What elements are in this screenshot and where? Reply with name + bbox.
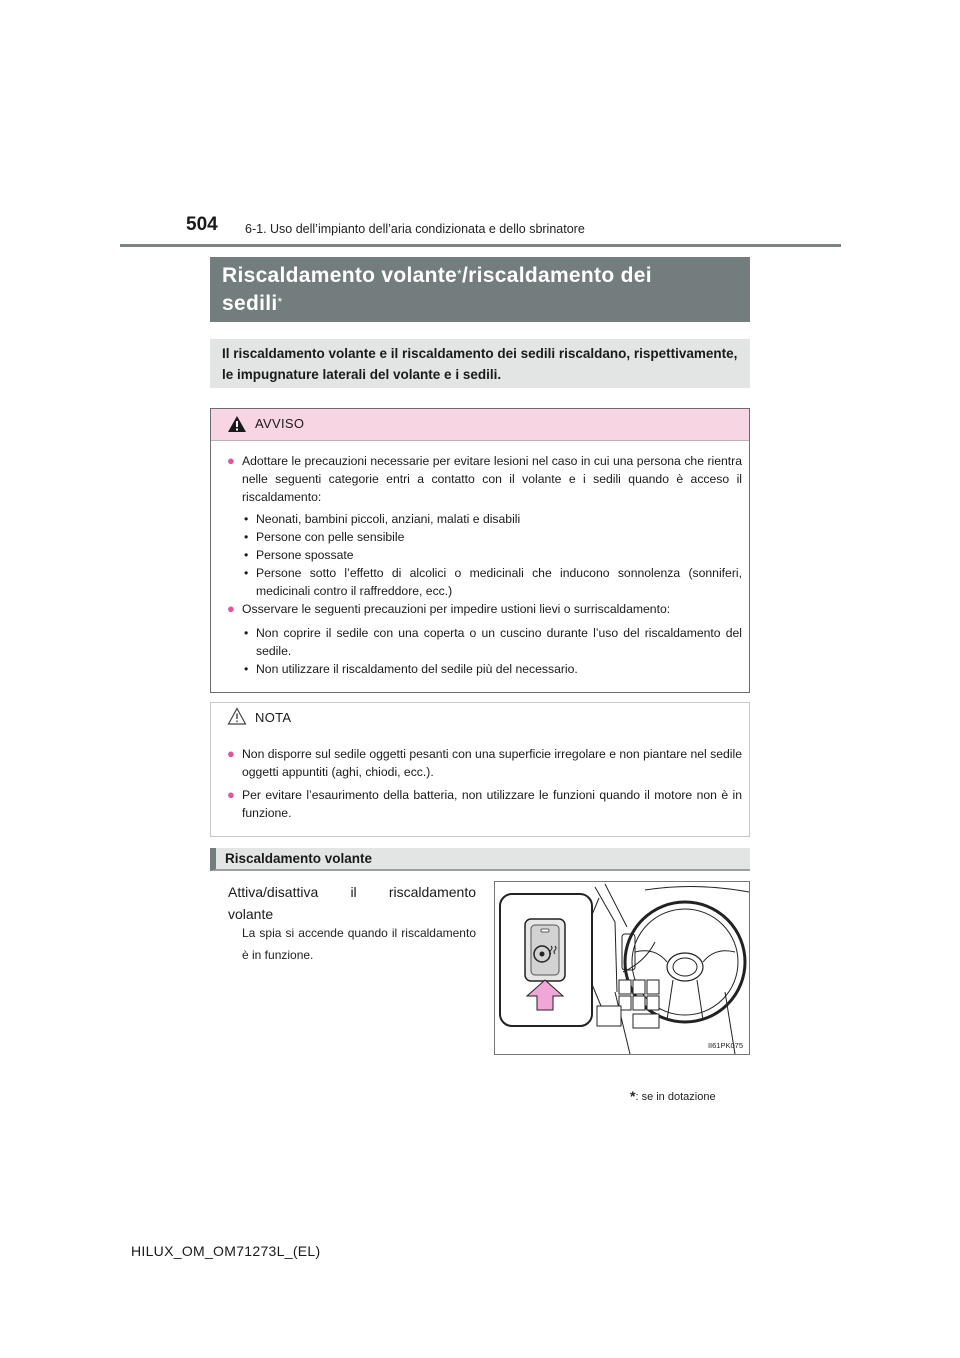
intro-box: [210, 339, 750, 388]
warning-sub-1: • Neonati, bambini piccoli, anziani, malati e disabili: [244, 512, 521, 526]
bullet-dot-icon: ●: [227, 601, 235, 616]
warning-sub-2: • Persone con pelle sensibile: [244, 530, 405, 544]
page-title: [222, 262, 740, 318]
title-part-1: Riscaldamento volante: [222, 264, 458, 287]
footnote-asterisk: *: [630, 1088, 636, 1104]
subsection-heading: [210, 848, 750, 871]
footnote-text: : se in dotazione: [635, 1091, 716, 1103]
caution-triangle-icon: [227, 707, 247, 725]
warning-sub-3: • Persone spossate: [244, 548, 354, 562]
step-title: Attiva/disattiva il riscaldamento volante: [228, 884, 476, 922]
heated-steering-switch-icon[interactable]: [525, 919, 565, 981]
footnote: [630, 1088, 716, 1104]
steering-heater-figure: [494, 881, 750, 1055]
bullet-dot-icon: ●: [227, 453, 235, 468]
note-bullet-2: [227, 786, 742, 822]
note-label: NOTA: [255, 710, 292, 725]
warning-sub-6: • Non utilizzare il riscaldamento del sedile più del necessario.: [244, 662, 578, 676]
page-number: 504: [186, 214, 218, 235]
bullet-dot-icon: ●: [227, 746, 235, 761]
note-bullet-1: [227, 745, 742, 781]
subsection-title: Riscaldamento volante: [225, 851, 373, 866]
switch-panel: [597, 980, 659, 1028]
warning-bullet-1: [227, 452, 742, 506]
warning-box: [210, 408, 750, 693]
title-box: [210, 257, 750, 322]
warning-header: [211, 409, 749, 441]
warning-sub-5: • Non coprire il sedile con una coperta o un cuscino durante l’uso del riscaldamento del sedile.: [244, 626, 742, 658]
title-part-3: sedili: [222, 292, 278, 315]
warning-bullet-2: [227, 600, 742, 618]
intro-text: Il riscaldamento volante e il riscaldamento dei sedili riscaldano, rispettivamente, le impugnature laterali del volante e i sedili.: [222, 346, 738, 382]
warning-bullet-1-text: Adottare le precauzioni necessarie per evitare lesioni nel caso in cui una persona che rientra nelle seguenti categorie entri a contatto con il volante e i sedili quando è acceso il riscaldamento:: [242, 454, 742, 504]
header-rule: [120, 244, 841, 247]
warning-bullet-2-text: Osservare le seguenti precauzioni per impedire ustioni lievi o surriscaldamento:: [242, 602, 671, 616]
dashboard-illustration: [495, 882, 749, 1054]
warning-triangle-icon: [227, 415, 247, 433]
title-part-2: /riscaldamento dei: [462, 264, 652, 287]
bullet-dot-icon: ●: [227, 787, 235, 802]
figure-code: II61PK075: [707, 1041, 743, 1050]
model-code: HILUX_OM_OM71273L_(EL): [131, 1243, 321, 1259]
note-bullet-1-text: Non disporre sul sedile oggetti pesanti con una superficie irregolare e non piantare nel sedile oggetti appuntiti (aghi, chiodi, ecc.).: [242, 747, 742, 779]
note-bullet-2-text: Per evitare l’esaurimento della batteria, non utilizzare le funzioni quando il motore non è in funzione.: [242, 788, 742, 820]
step-description: La spia si accende quando il riscaldamento è in funzione.: [242, 926, 476, 962]
warning-sub-4: • Persone sotto l’effetto di alcolici o medicinali che inducono sonnolenza (sonniferi, medicinali contro il raffreddore, ecc.): [244, 566, 742, 598]
title-asterisk-2: *: [277, 295, 283, 309]
title-asterisk: *: [457, 267, 463, 281]
section-title: 6-1. Uso dell’impianto dell’aria condizionata e dello sbrinatore: [245, 222, 585, 236]
warning-label: AVVISO: [255, 416, 305, 431]
note-box: [210, 702, 750, 837]
